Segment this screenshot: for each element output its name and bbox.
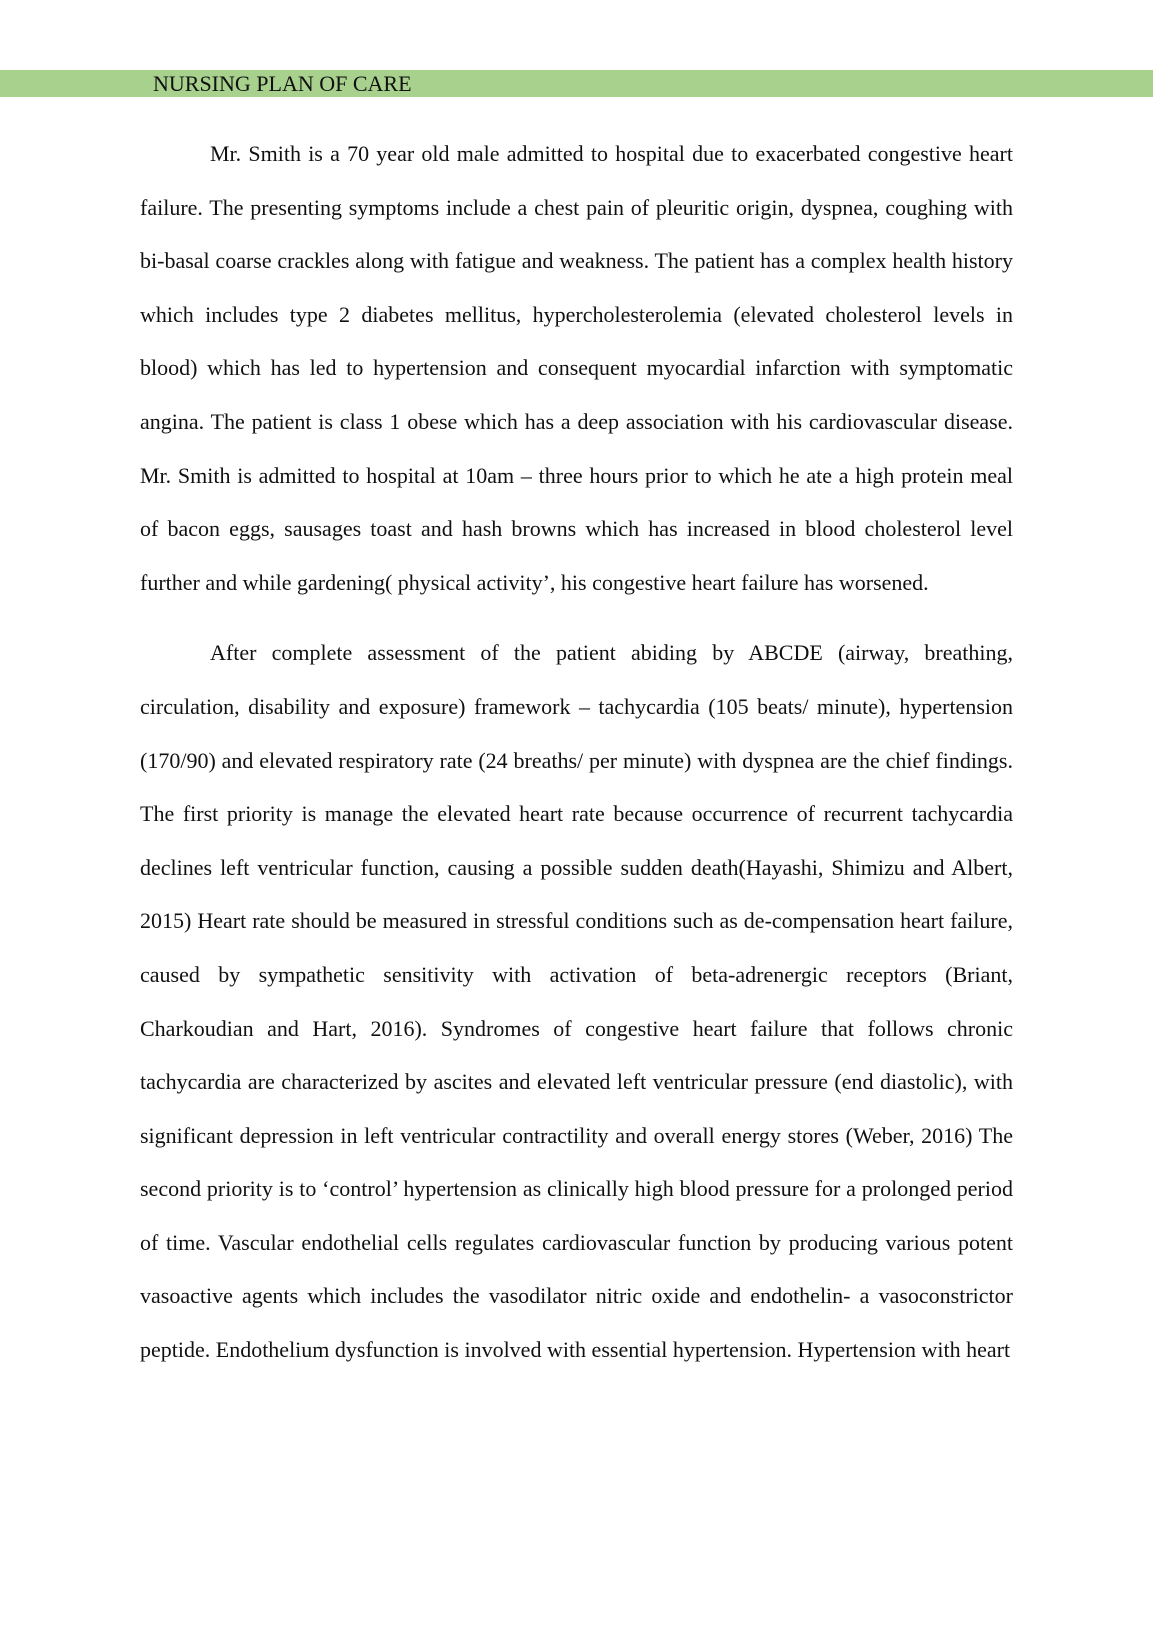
header-bar [0, 70, 1153, 97]
document-body [140, 127, 1013, 1394]
body-paragraph-1: Mr. Smith is a 70 year old male admitted to hospital due to exacerbated congestive heart failure. The presenting symptoms include a chest pain of pleuritic origin, dyspnea, coughing with bi-basal coarse crackles along with fatigue and weakness. The patient has a complex health history which includes type 2 diabetes mellitus, hypercholesterolemia (elevated cholesterol levels in blood) which has led to hypertension and consequent myocardial infarction with symptomatic angina. The patient is class 1 obese which has a deep association with his cardiovascular disease. Mr. Smith is admitted to hospital at 10am – three hours prior to which he ate a high protein meal of bacon eggs, sausages toast and hash browns which has increased in blood cholesterol level further and while gardening( physical activity’, his congestive heart failure has worsened. [140, 141, 1013, 595]
body-paragraph-2: After complete assessment of the patient abiding by ABCDE (airway, breathing, circulation, disability and exposure) framework – tachycardia (105 beats/ minute), hypertension (170/90) and elevated respiratory rate (24 breaths/ per minute) with dyspnea are the chief findings. The first priority is manage the elevated heart rate because occurrence of recurrent tachycardia declines left ventricular function, causing a possible sudden death(Hayashi, Shimizu and Albert, 2015) Heart rate should be measured in stressful conditions such as de-compensation heart failure, caused by sympathetic sensitivity with activation of beta-adrenergic receptors (Briant, Charkoudian and Hart, 2016). Syndromes of congestive heart failure that follows chronic tachycardia are characterized by ascites and elevated left ventricular pressure (end diastolic), with significant depression in left ventricular contractility and overall energy stores (Weber, 2016) The second priority is to ‘control’ hypertension as clinically high blood pressure for a prolonged period of time. Vascular endothelial cells regulates cardiovascular function by producing various potent vasoactive agents which includes the vasodilator nitric oxide and endothelin- a vasoconstrictor peptide. Endothelium dysfunction is involved with essential hypertension. Hypertension with heart [140, 640, 1013, 1363]
document-title: NURSING PLAN OF CARE [153, 71, 412, 96]
